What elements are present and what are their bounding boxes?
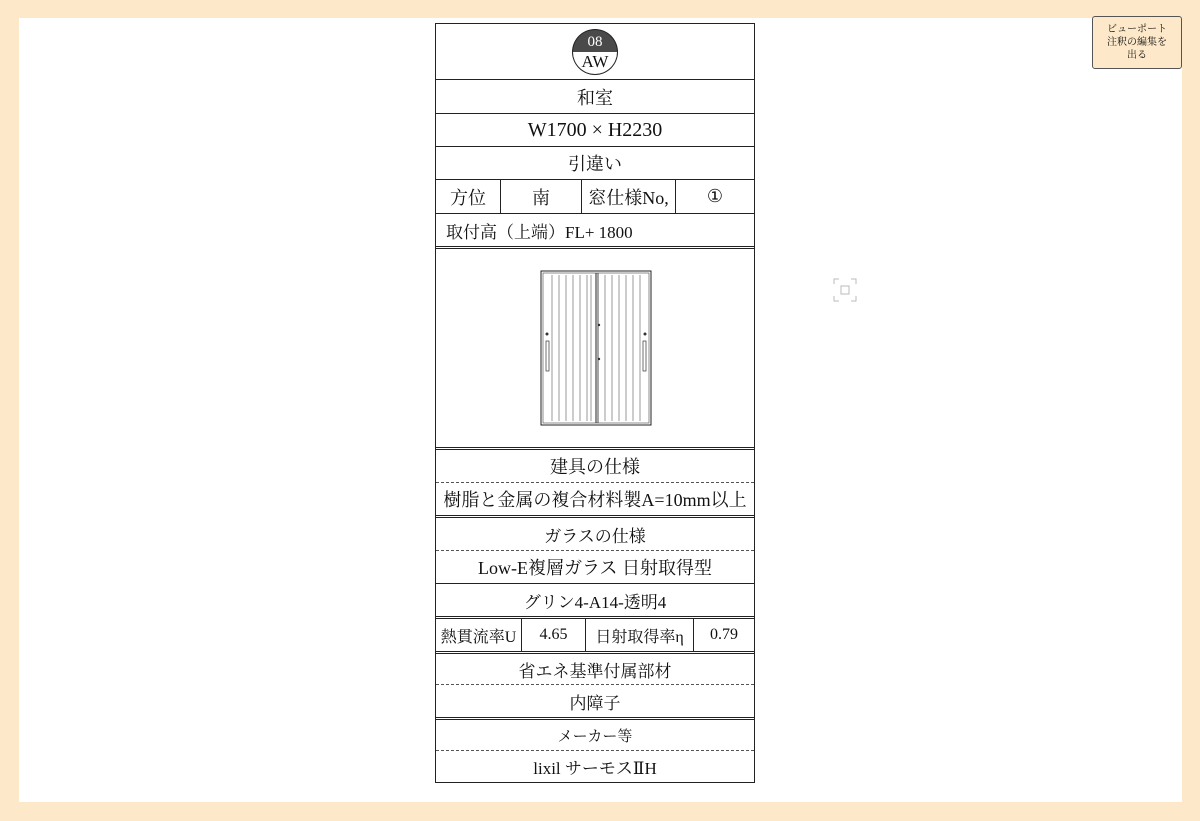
fitting-heading-row <box>436 450 754 483</box>
window-type: 引違い <box>568 154 622 174</box>
glass-value-1: Low-E複層ガラス 日射取得型 <box>478 558 712 578</box>
type-row <box>436 147 754 180</box>
window-elevation-row <box>436 249 754 450</box>
badge-number: 08 <box>572 29 618 52</box>
eta-label: 日射取得率η <box>586 619 694 651</box>
u-value-label: 熱貫流率U <box>436 619 522 651</box>
fitting-value-row <box>436 483 754 518</box>
maker-heading: メーカー等 <box>557 728 633 745</box>
eco-heading: 省エネ基準付属部材 <box>518 661 672 681</box>
orientation-value: 南 <box>501 180 582 213</box>
eco-heading-row <box>436 654 754 685</box>
orientation-row <box>436 180 754 214</box>
badge-row <box>436 24 754 80</box>
glass-value-row-1 <box>436 551 754 584</box>
spec-no-label: 窓仕様No, <box>582 180 676 213</box>
maker-heading-row <box>436 720 754 751</box>
u-value: 4.65 <box>522 619 586 651</box>
window-schedule-sheet <box>435 23 755 783</box>
eta-value: 0.79 <box>710 626 738 643</box>
glass-heading-row <box>436 518 754 551</box>
room-row <box>436 80 754 114</box>
glass-heading: ガラスの仕様 <box>544 526 646 546</box>
eco-value: 内障子 <box>569 693 621 713</box>
window-size: W1700 × H2230 <box>527 118 663 141</box>
window-id-badge <box>572 29 618 75</box>
glass-value-row-2 <box>436 584 754 619</box>
fitting-value: 樹脂と金属の複合材料製A=10mm以上 <box>443 490 747 510</box>
eco-value-row <box>436 685 754 720</box>
install-height-row <box>436 214 754 249</box>
maker-value-row <box>436 751 754 782</box>
spec-no-value: ① <box>706 186 724 206</box>
install-height: 取付高（上端）FL+ 1800 <box>446 222 633 242</box>
fitting-heading: 建具の仕様 <box>550 457 640 477</box>
orientation-label: 方位 <box>436 180 501 213</box>
crosshair-focus-icon <box>833 278 857 302</box>
exit-viewport-annotation-button[interactable]: ビューポート 注釈の編集を 出る <box>1092 16 1182 69</box>
room-name: 和室 <box>577 87 613 108</box>
thermal-row <box>436 619 754 654</box>
maker-value: lixil サーモスⅡH <box>533 759 657 778</box>
badge-code: AW <box>572 52 618 75</box>
size-row <box>436 114 754 147</box>
glass-value-2: グリン4-A14-透明4 <box>523 592 667 612</box>
sliding-window-elevation-icon <box>535 263 655 433</box>
